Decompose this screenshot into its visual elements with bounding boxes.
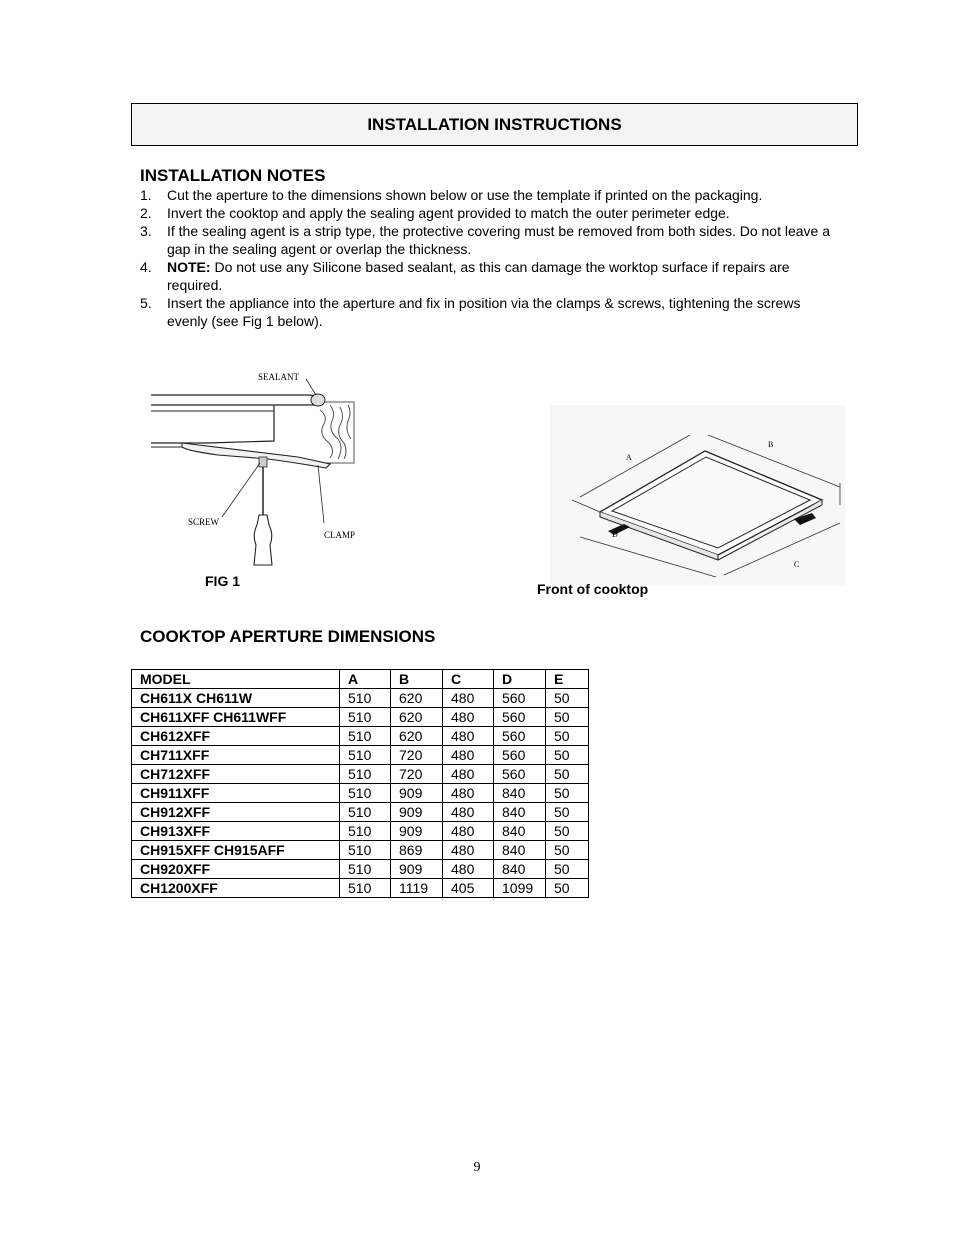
dimension-cell: 620 bbox=[391, 689, 443, 708]
table-row bbox=[132, 879, 589, 898]
list-item: 4. NOTE: Do not use any Silicone based sealant, as this can damage the worktop surface if repairs are required. bbox=[140, 259, 790, 293]
banner-title: INSTALLATION INSTRUCTIONS bbox=[367, 114, 622, 134]
dimension-cell: 510 bbox=[340, 784, 391, 803]
model-cell: CH913XFF bbox=[132, 822, 340, 841]
model-cell: CH612XFF bbox=[132, 727, 340, 746]
model-cell: CH1200XFF bbox=[132, 879, 340, 898]
dimension-cell: 869 bbox=[391, 841, 443, 860]
dimension-c-label: C bbox=[794, 560, 800, 569]
dimension-cell: 50 bbox=[546, 803, 589, 822]
dimension-cell: 510 bbox=[340, 860, 391, 879]
dimension-cell: 560 bbox=[494, 708, 546, 727]
model-cell: CH611XFF CH611WFF bbox=[132, 708, 340, 727]
table-row bbox=[132, 689, 589, 708]
dimension-a-label: A bbox=[626, 453, 632, 462]
dimension-cell: 480 bbox=[443, 784, 494, 803]
dimension-cell: 840 bbox=[494, 860, 546, 879]
table-row bbox=[132, 765, 589, 784]
dimension-cell: 840 bbox=[494, 841, 546, 860]
dimension-cell: 480 bbox=[443, 803, 494, 822]
table-row bbox=[132, 860, 589, 879]
section-banner bbox=[131, 103, 858, 146]
dimension-cell: 50 bbox=[546, 689, 589, 708]
installation-notes-heading: INSTALLATION NOTES bbox=[140, 166, 326, 185]
table-row bbox=[132, 803, 589, 822]
table-row bbox=[132, 708, 589, 727]
dimension-cell: 840 bbox=[494, 784, 546, 803]
table-row bbox=[132, 727, 589, 746]
list-item: 2. Invert the cooktop and apply the sealing agent provided to match the outer perimeter edge. bbox=[140, 205, 730, 221]
dimension-cell: 510 bbox=[340, 841, 391, 860]
list-item: 3. If the sealing agent is a strip type, the protective covering must be removed from both sides. Do not leave a gap in the sealing agent or overlap the thickness. bbox=[140, 223, 831, 257]
dimension-cell: 840 bbox=[494, 803, 546, 822]
table-body bbox=[132, 689, 589, 898]
dimension-cell: 909 bbox=[391, 784, 443, 803]
column-header: B bbox=[391, 670, 443, 689]
table-header-row bbox=[132, 670, 589, 689]
fig1-caption: FIG 1 bbox=[205, 573, 241, 589]
dimension-cell: 50 bbox=[546, 765, 589, 784]
sealant-label: SEALANT bbox=[258, 372, 299, 382]
model-cell: CH920XFF bbox=[132, 860, 340, 879]
dimension-cell: 1099 bbox=[494, 879, 546, 898]
model-cell: CH711XFF bbox=[132, 746, 340, 765]
model-cell: CH712XFF bbox=[132, 765, 340, 784]
model-cell: CH611X CH611W bbox=[132, 689, 340, 708]
column-header: C bbox=[443, 670, 494, 689]
fig1-cross-section-diagram bbox=[148, 365, 363, 570]
model-cell: CH912XFF bbox=[132, 803, 340, 822]
dimension-cell: 480 bbox=[443, 708, 494, 727]
dimension-cell: 480 bbox=[443, 746, 494, 765]
dimension-cell: 510 bbox=[340, 689, 391, 708]
dimension-cell: 1119 bbox=[391, 879, 443, 898]
dimension-cell: 50 bbox=[546, 708, 589, 727]
dimension-cell: 480 bbox=[443, 822, 494, 841]
aperture-dimensions-table bbox=[131, 669, 589, 898]
dimension-cell: 50 bbox=[546, 860, 589, 879]
dimension-cell: 620 bbox=[391, 727, 443, 746]
dimension-cell: 909 bbox=[391, 822, 443, 841]
dimension-cell: 480 bbox=[443, 841, 494, 860]
dimension-cell: 510 bbox=[340, 803, 391, 822]
list-item: 5. Insert the appliance into the aperture and fix in position via the clamps & screws, tightening the screws evenly (see Fig 1 below). bbox=[140, 295, 801, 329]
page-number: 9 bbox=[473, 1160, 481, 1175]
dimension-cell: 405 bbox=[443, 879, 494, 898]
dimension-cell: 480 bbox=[443, 860, 494, 879]
column-header: E bbox=[546, 670, 589, 689]
dimension-b-label: B bbox=[768, 440, 774, 449]
dimension-cell: 50 bbox=[546, 727, 589, 746]
cooktop-aperture-diagram bbox=[550, 405, 845, 585]
column-header: A bbox=[340, 670, 391, 689]
dimension-cell: 840 bbox=[494, 822, 546, 841]
dimension-cell: 510 bbox=[340, 765, 391, 784]
dimension-cell: 510 bbox=[340, 879, 391, 898]
model-cell: CH915XFF CH915AFF bbox=[132, 841, 340, 860]
front-of-cooktop-caption: Front of cooktop bbox=[537, 581, 649, 597]
model-cell: CH911XFF bbox=[132, 784, 340, 803]
dimension-cell: 560 bbox=[494, 689, 546, 708]
dimension-cell: 50 bbox=[546, 746, 589, 765]
installation-notes-list bbox=[140, 186, 840, 330]
list-item: 1. Cut the aperture to the dimensions shown below or use the template if printed on the packaging. bbox=[140, 187, 763, 203]
table-row bbox=[132, 841, 589, 860]
dimension-cell: 620 bbox=[391, 708, 443, 727]
dimension-cell: 720 bbox=[391, 765, 443, 784]
dimension-cell: 909 bbox=[391, 860, 443, 879]
dimension-cell: 510 bbox=[340, 727, 391, 746]
table-row bbox=[132, 746, 589, 765]
dimension-cell: 909 bbox=[391, 803, 443, 822]
dimension-cell: 50 bbox=[546, 784, 589, 803]
clamp-label: CLAMP bbox=[324, 530, 356, 540]
dimension-cell: 560 bbox=[494, 765, 546, 784]
dimension-cell: 480 bbox=[443, 727, 494, 746]
dimension-cell: 50 bbox=[546, 822, 589, 841]
dimension-cell: 510 bbox=[340, 708, 391, 727]
dimension-cell: 480 bbox=[443, 765, 494, 784]
dimension-cell: 560 bbox=[494, 746, 546, 765]
dimension-cell: 510 bbox=[340, 822, 391, 841]
table-row bbox=[132, 822, 589, 841]
dimension-cell: 480 bbox=[443, 689, 494, 708]
dimension-d-label: D bbox=[612, 530, 618, 539]
column-header: MODEL bbox=[132, 670, 340, 689]
dimension-cell: 510 bbox=[340, 746, 391, 765]
dimension-cell: 560 bbox=[494, 727, 546, 746]
screw-label: SCREW bbox=[188, 517, 220, 527]
column-header: D bbox=[494, 670, 546, 689]
dimension-cell: 50 bbox=[546, 841, 589, 860]
dimension-cell: 50 bbox=[546, 879, 589, 898]
dimension-cell: 720 bbox=[391, 746, 443, 765]
aperture-dimensions-heading: COOKTOP APERTURE DIMENSIONS bbox=[140, 627, 436, 646]
table-row bbox=[132, 784, 589, 803]
